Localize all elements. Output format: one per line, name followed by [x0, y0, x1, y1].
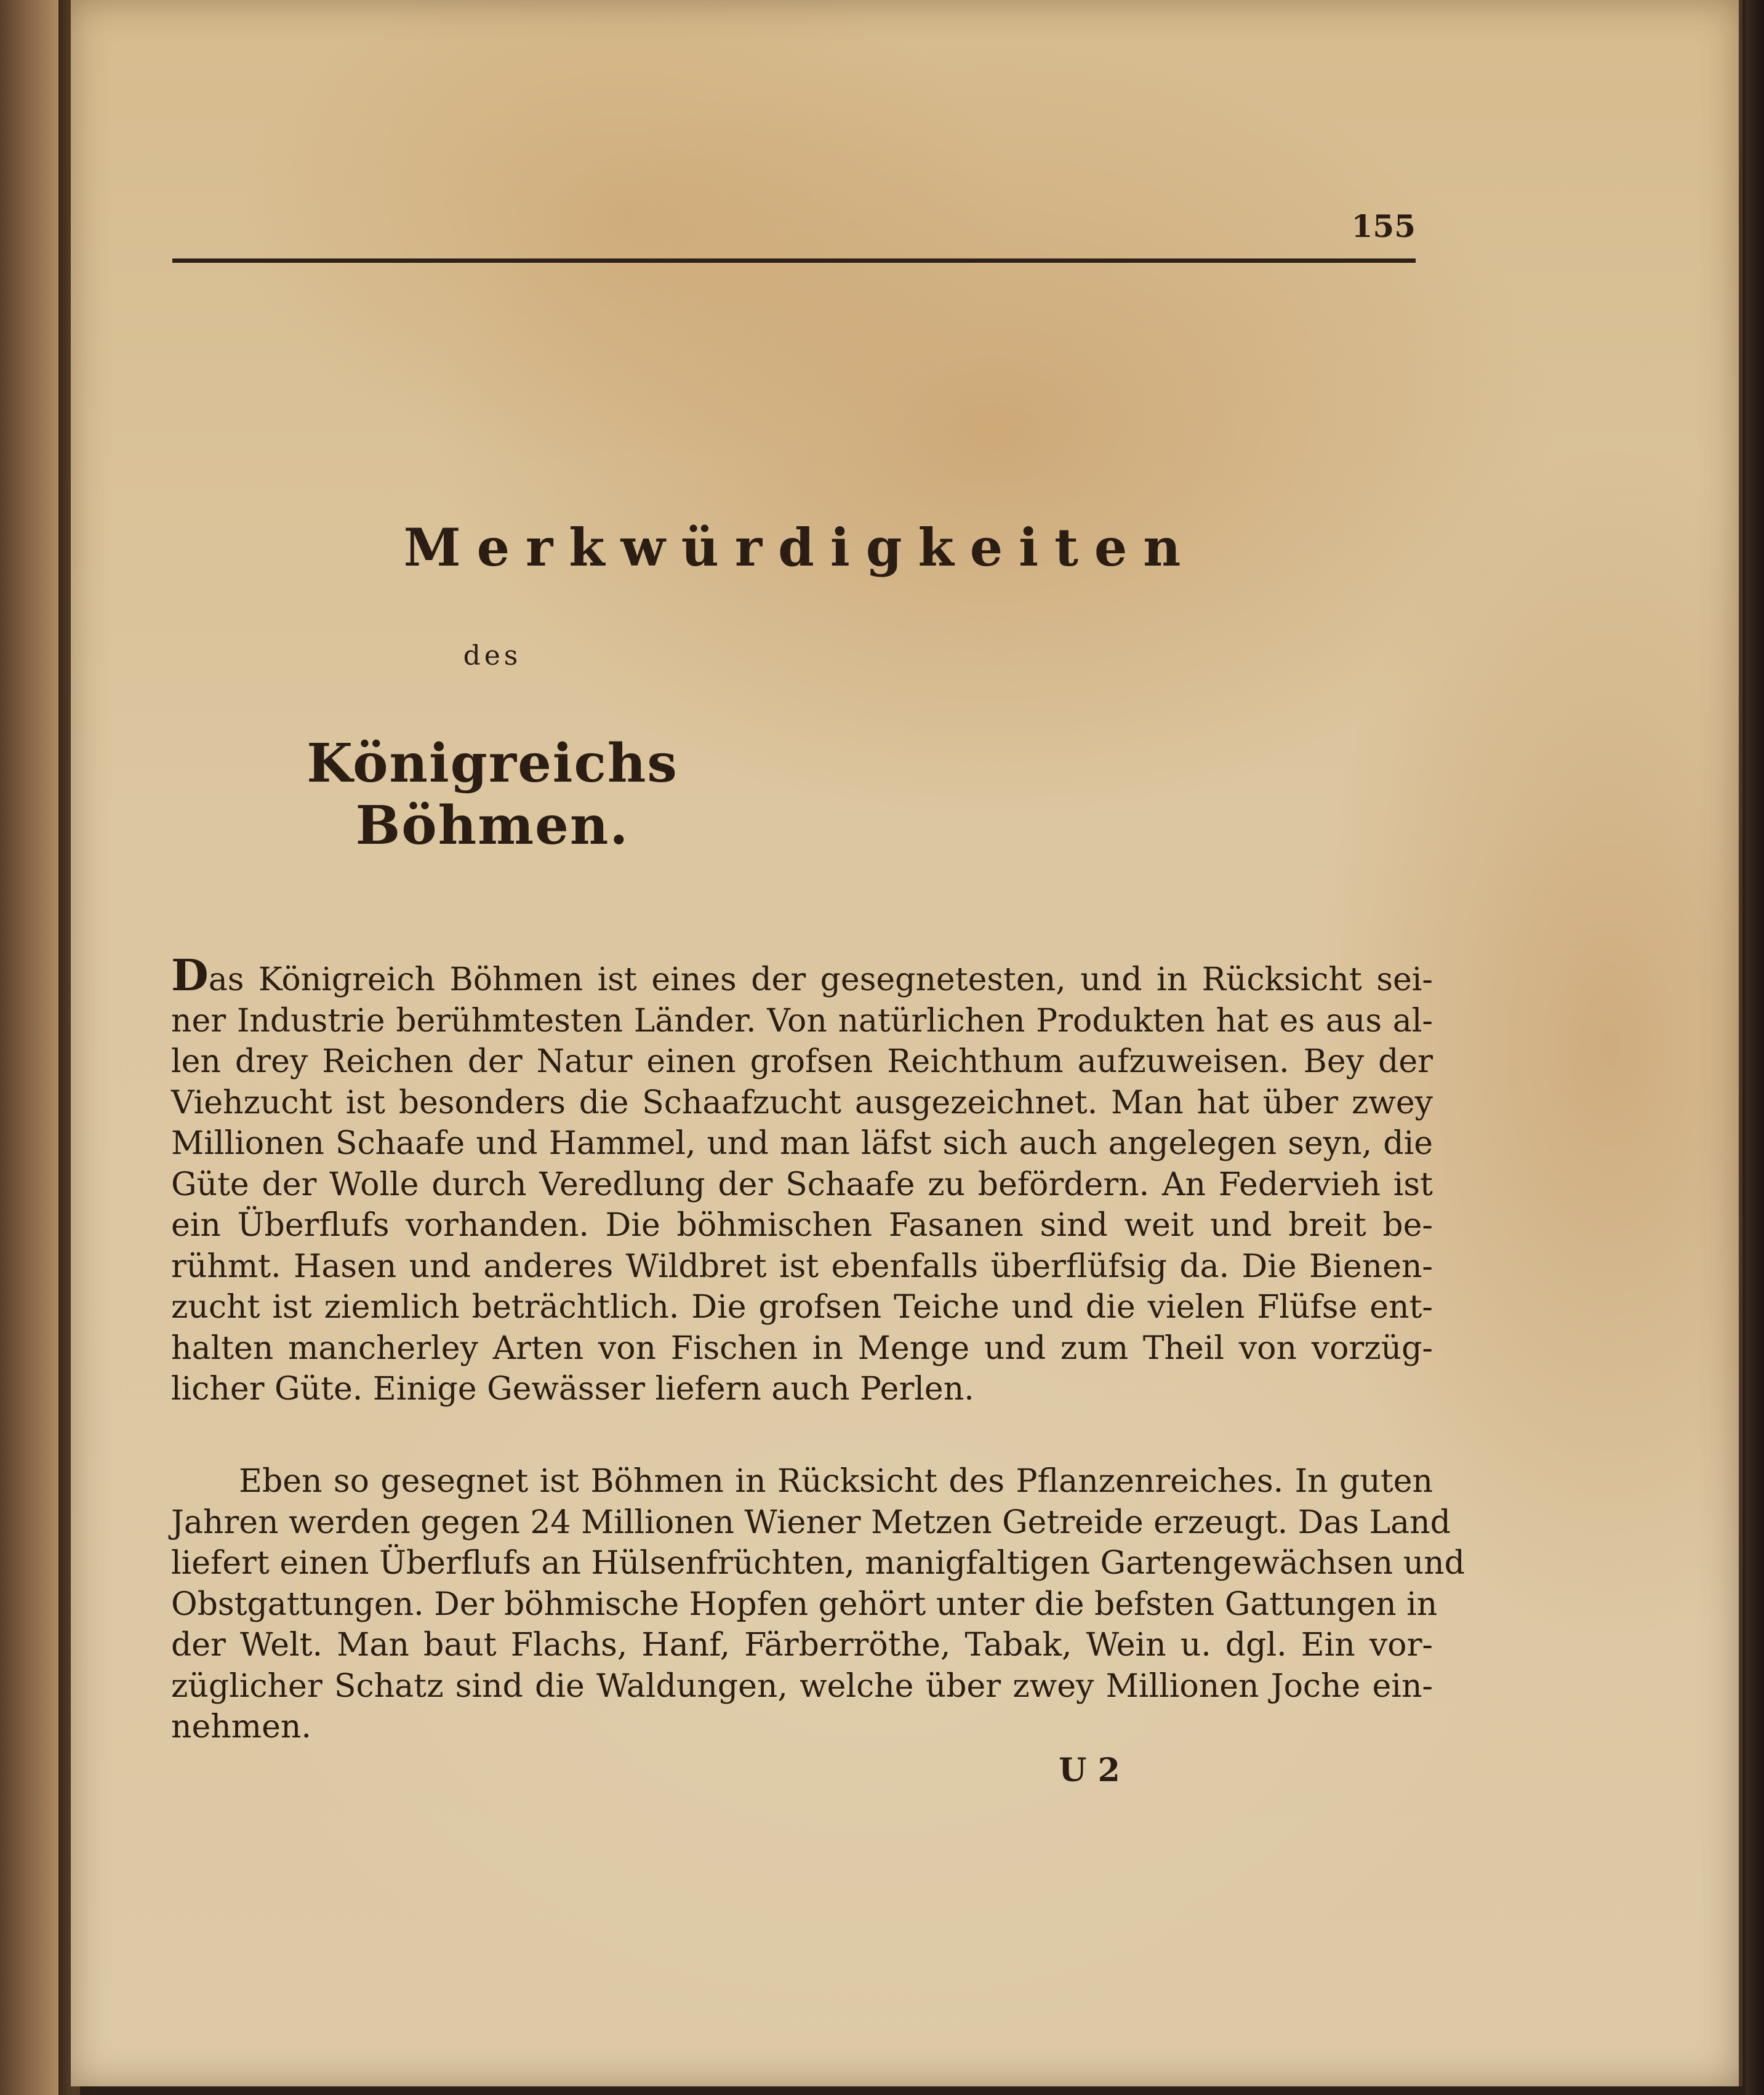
text-line: der Welt. Man baut Flachs, Hanf, Färberröthe, Tabak, Wein u. dgl. Ein vor-: [171, 1627, 1433, 1664]
text-line: Güte der Wolle durch Veredlung der Schaafe zu befördern. An Federvieh ist: [171, 1166, 1433, 1203]
text-line: len drey Reichen der Natur einen grofsen Reichthum aufzuweisen. Bey der: [171, 1043, 1433, 1080]
text-line: [171, 950, 1433, 1001]
text-line: Jahren werden gegen 24 Millionen Wiener Metzen Getreide erzeugt. Das Land: [171, 1504, 1451, 1541]
title-country: Königreichs Böhmen.: [307, 732, 678, 857]
text-line: liefert einen Überflufs an Hülsenfrüchten, manigfaltigen Gartengewächsen und: [171, 1545, 1465, 1582]
text-line: nehmen.: [171, 1708, 311, 1745]
paragraph-2: [171, 1461, 1465, 1748]
text-line: ein Überflufs vorhanden. Die böhmischen Fasanen sind weit und breit be-: [171, 1207, 1433, 1244]
header-rule: [172, 258, 1416, 263]
page-edge: [1746, 0, 1764, 2095]
text-line: halten mancherley Arten von Fischen in Menge und zum Theil von vorzüg-: [171, 1329, 1433, 1367]
text-line: licher Güte. Einige Gewässer liefern auch Perlen.: [171, 1371, 974, 1408]
text-line-content: as Königreich Böhmen ist eines der gesegnetesten, und in Rücksicht sei-: [208, 961, 1433, 998]
title-main: Merkwürdigkeiten: [403, 517, 1197, 578]
initial-letter: D: [171, 950, 209, 1001]
title-connector: des: [463, 640, 522, 671]
text-line: Obstgattungen. Der böhmische Hopfen gehört unter die befsten Gattungen in: [171, 1585, 1438, 1623]
text-line: rühmt. Hasen und anderes Wildbret ist ebenfalls überflüfsig da. Die Bienen-: [171, 1248, 1433, 1285]
text-line: zucht ist ziemlich beträchtlich. Die grofsen Teiche und die vielen Flüfse ent-: [171, 1289, 1433, 1326]
page-number: 155: [1351, 208, 1416, 244]
text-line: züglicher Schatz sind die Waldungen, welche über zwey Millionen Joche ein-: [171, 1667, 1433, 1705]
text-line: Eben so gesegnet ist Böhmen in Rücksicht des Pflanzenreiches. In guten: [239, 1463, 1433, 1500]
paragraph-1: [171, 950, 1433, 1410]
text-line: ner Industrie berühmtesten Länder. Von natürlichen Produkten hat es aus al-: [171, 1002, 1433, 1039]
text-line: Viehzucht ist besonders die Schaafzucht ausgezeichnet. Man hat über zwey: [171, 1084, 1433, 1121]
signature-mark: U 2: [1059, 1752, 1120, 1789]
text-line: Millionen Schaafe und Hammel, und man läfst sich auch angelegen seyn, die: [171, 1125, 1433, 1162]
